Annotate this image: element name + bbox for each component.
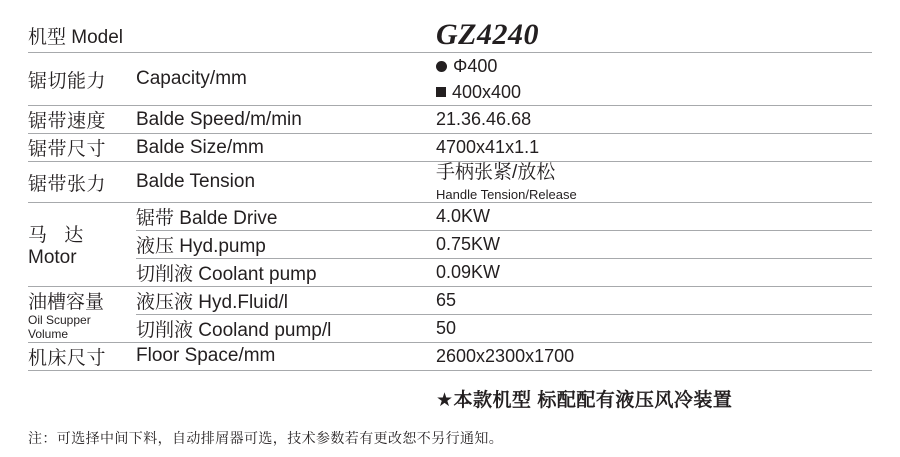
capacity-value-cell [436,53,872,106]
oil-label-cn: 油槽容量 [28,292,105,314]
table-row-blade-tension [28,162,872,203]
oil-coolant-value-cell [436,314,872,342]
capacity-value-round [436,53,872,79]
motor-hyd-pump-value: 0.75KW [436,233,501,254]
blade-tension-value-en: Handle Tension/Release [436,186,577,202]
table-row-motor-blade-drive [28,202,872,230]
floor-space-label-en-cell [136,342,436,370]
motor-coolant-pump-value-cell [436,258,872,286]
filled-circle-icon [436,61,447,72]
capacity-label-cn-cell [28,53,136,106]
blade-size-value-cell [436,134,872,162]
motor-label-cell [28,202,136,286]
oil-label-en-line2: Volume [28,326,69,341]
highlight-note-text: 本款机型 标配配有液压风冷装置 [453,389,733,411]
capacity-round-text: Φ400 [453,56,498,76]
model-value-cell [436,18,872,53]
footnote: 注：可选择中间下料，自动排屑器可选，技术参数若有更改恕不另行通知。 [28,429,504,446]
table-row-motor-hyd-pump [28,230,872,258]
motor-coolant-pump-label: 切削液 Coolant pump [136,263,317,285]
table-row-floor-space [28,342,872,370]
model-label: 机型 Model [28,26,124,48]
blade-speed-label-cn: 锯带速度 [28,111,107,133]
table-row-oil-hyd-fluid [28,286,872,314]
motor-label-cn: 马 达 [28,224,90,246]
motor-blade-drive-label-cell [136,202,436,230]
table-row-blade-speed [28,106,872,134]
motor-coolant-pump-value: 0.09KW [436,261,501,282]
oil-hyd-fluid-value: 65 [436,289,457,310]
capacity-label-en: Capacity/mm [136,68,247,90]
specification-table [28,18,872,371]
model-label-cell [28,18,436,53]
floor-space-label-cn-cell [28,342,136,370]
blade-size-label-en-cell [136,134,436,162]
blade-tension-value-cell [436,162,872,203]
blade-speed-label-en: Balde Speed/m/min [136,108,302,130]
spec-sheet [28,18,872,448]
motor-blade-drive-value: 4.0KW [436,205,491,226]
oil-hyd-fluid-label: 液压液 Hyd.Fluid/l [136,291,289,313]
blade-size-value: 4700x41x1.1 [436,137,540,158]
motor-blade-drive-label: 锯带 Balde Drive [136,207,278,229]
oil-coolant-value: 50 [436,317,457,338]
table-row-model [28,18,872,53]
floor-space-value: 2600x2300x1700 [436,345,575,366]
motor-hyd-pump-label: 液压 Hyd.pump [136,235,266,257]
oil-hyd-fluid-label-cell [136,286,436,314]
blade-size-label-en: Balde Size/mm [136,136,264,158]
table-row-motor-coolant-pump [28,258,872,286]
motor-coolant-pump-label-cell [136,258,436,286]
oil-coolant-label: 切削液 Cooland pump/l [136,319,332,341]
blade-speed-label-cn-cell [28,106,136,134]
table-row-capacity [28,53,872,106]
capacity-square-text: 400x400 [452,82,522,103]
model-value: GZ4240 [436,18,539,51]
blade-speed-value-cell [436,106,872,134]
capacity-value-square [436,79,872,105]
oil-label-en-line1: Oil Scupper [28,313,91,328]
floor-space-label-en: Floor Space/mm [136,345,276,367]
floor-space-value-cell [436,342,872,370]
table-row-blade-size [28,134,872,162]
blade-tension-label-en: Balde Tension [136,171,256,193]
blade-tension-label-cn-cell [28,162,136,203]
capacity-value-list [436,53,872,105]
filled-square-icon [436,87,446,97]
star-icon: ★ [436,389,454,411]
blade-tension-label-cn: 锯带张力 [28,173,107,195]
motor-hyd-pump-value-cell [436,230,872,258]
oil-label-cell [28,286,136,342]
motor-blade-drive-value-cell [436,202,872,230]
highlight-note [28,385,872,412]
floor-space-label-cn: 机床尺寸 [28,347,107,369]
blade-size-label-cn-cell [28,134,136,162]
oil-coolant-label-cell [136,314,436,342]
capacity-label-en-cell [136,53,436,106]
motor-hyd-pump-label-cell [136,230,436,258]
blade-speed-label-en-cell [136,106,436,134]
blade-speed-value: 21.36.46.68 [436,109,532,130]
oil-hyd-fluid-value-cell [436,286,872,314]
table-row-oil-coolant [28,314,872,342]
capacity-label-cn: 锯切能力 [28,70,107,92]
blade-tension-value-cn: 手柄张紧/放松 [436,162,556,184]
motor-label-en: Motor [28,246,77,268]
blade-tension-label-en-cell [136,162,436,203]
blade-size-label-cn: 锯带尺寸 [28,139,107,161]
